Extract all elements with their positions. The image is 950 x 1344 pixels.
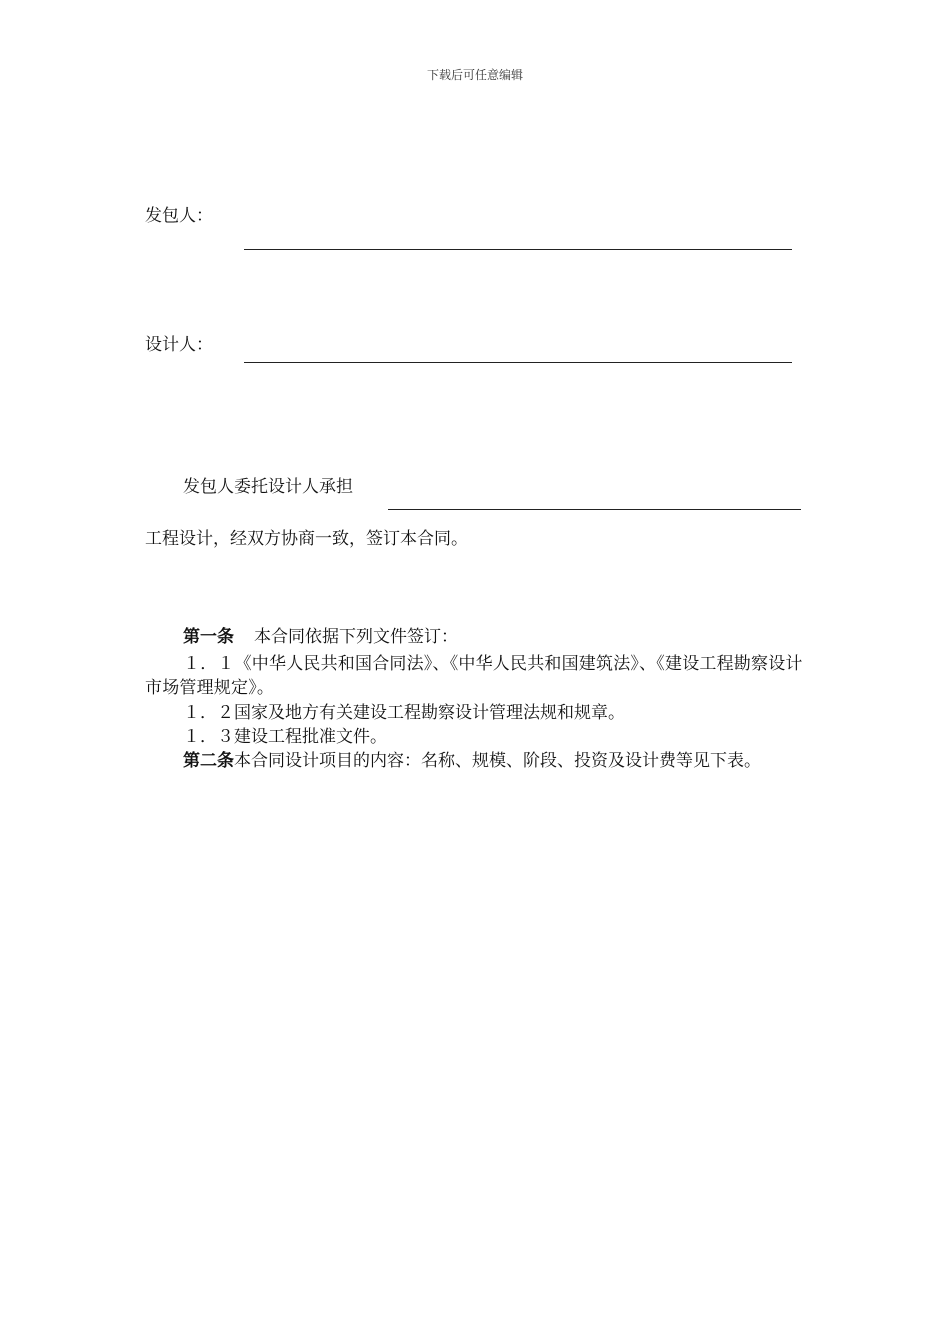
- article-1-text: 本合同依据下列文件签订：: [254, 627, 458, 647]
- header-note: 下载后可任意编辑: [426, 68, 523, 82]
- article-1-item-3: １．３建设工程批准文件。: [183, 727, 387, 747]
- intro-line-2: 工程设计，经双方协商一致，签订本合同。: [145, 529, 468, 549]
- project-name-line: [388, 509, 801, 510]
- designer-label: 设计人：: [145, 335, 213, 355]
- client-name-line: [244, 249, 792, 250]
- article-1-item-2: １．２国家及地方有关建设工程勘察设计管理法规和规章。: [183, 703, 625, 723]
- article-1-item-1: １．１《中华人民共和国合同法》、《中华人民共和国建筑法》、《建设工程勘察设计市场管理规定》。: [145, 654, 803, 698]
- article-2-text: 本合同设计项目的内容：名称、规模、阶段、投资及设计费等见下表。: [234, 751, 761, 771]
- article-2-title: 第二条: [183, 751, 234, 771]
- article-2: [145, 749, 805, 773]
- article-1-title: 第一条: [183, 627, 234, 647]
- article-1-heading: [183, 625, 458, 649]
- client-label: 发包人：: [145, 206, 213, 226]
- intro-line-1: 发包人委托设计人承担: [183, 477, 353, 497]
- designer-name-line: [244, 362, 792, 363]
